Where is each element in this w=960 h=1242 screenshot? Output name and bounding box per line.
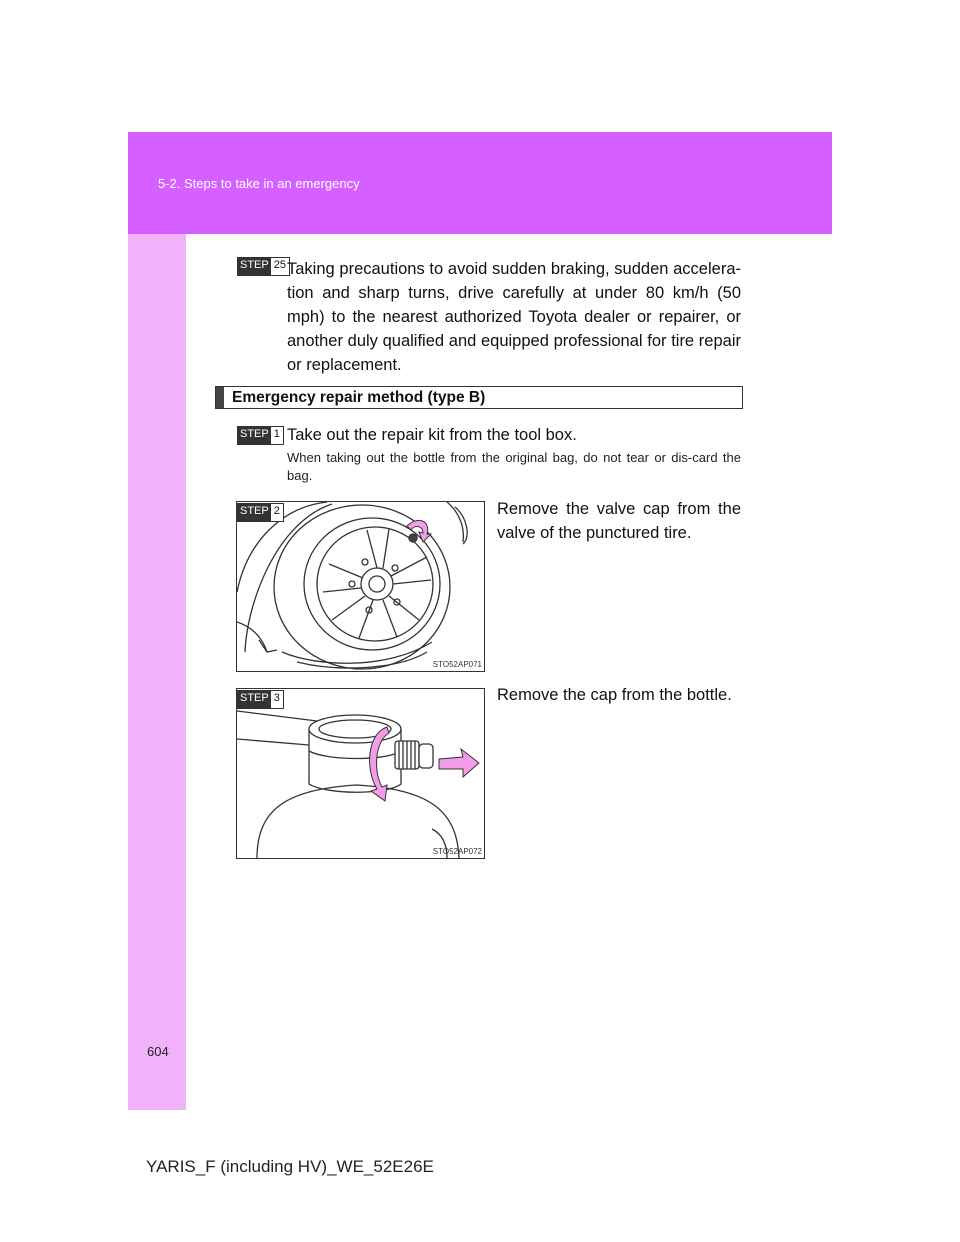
- document-footer: YARIS_F (including HV)_WE_52E26E: [146, 1157, 434, 1176]
- heading-bar: [216, 387, 224, 408]
- section-heading: [215, 386, 743, 409]
- page-number: 604: [147, 1044, 169, 1059]
- wheel-drawing: [237, 502, 484, 671]
- side-tab: [128, 132, 186, 1110]
- step-label: STEP: [238, 258, 271, 275]
- step-number: 3: [271, 691, 283, 708]
- step-note: When taking out the bottle from the original bag, do not tear or dis-card the bag.: [287, 450, 741, 483]
- step-label: STEP: [238, 691, 271, 708]
- step-text: Remove the cap from the bottle.: [497, 686, 732, 704]
- section-breadcrumb: 5-2. Steps to take in an emergency: [158, 176, 360, 191]
- step-text: Taking precautions to avoid sudden braking, sudden accelera-tion and sharp turns, drive carefully at under 80 km/h (50 mph) to the nearest authorized Toyota dealer or repairer, or another duly qualified and equipped professional for tire repair or replacement.: [287, 260, 741, 374]
- step-text: Take out the repair kit from the tool box.: [287, 426, 577, 444]
- step-badge: [237, 690, 284, 709]
- step-badge: [237, 426, 284, 445]
- step-text: Remove the valve cap from the valve of the punctured tire.: [497, 500, 741, 542]
- step-number: 1: [271, 427, 283, 444]
- illustration-code: STO52AP072: [432, 847, 482, 856]
- step-label: STEP: [238, 504, 271, 521]
- tire-valve-illustration: [236, 501, 485, 672]
- illustration-code: STO52AP071: [432, 660, 482, 669]
- step-number: 25: [271, 258, 289, 275]
- bottle-cap-illustration: [236, 688, 485, 859]
- step-badge: [237, 503, 284, 522]
- step-label: STEP: [238, 427, 271, 444]
- step-number: 2: [271, 504, 283, 521]
- step-badge: [237, 257, 290, 276]
- bottle-drawing: [237, 689, 484, 858]
- section-title: Emergency repair method (type B): [232, 388, 486, 406]
